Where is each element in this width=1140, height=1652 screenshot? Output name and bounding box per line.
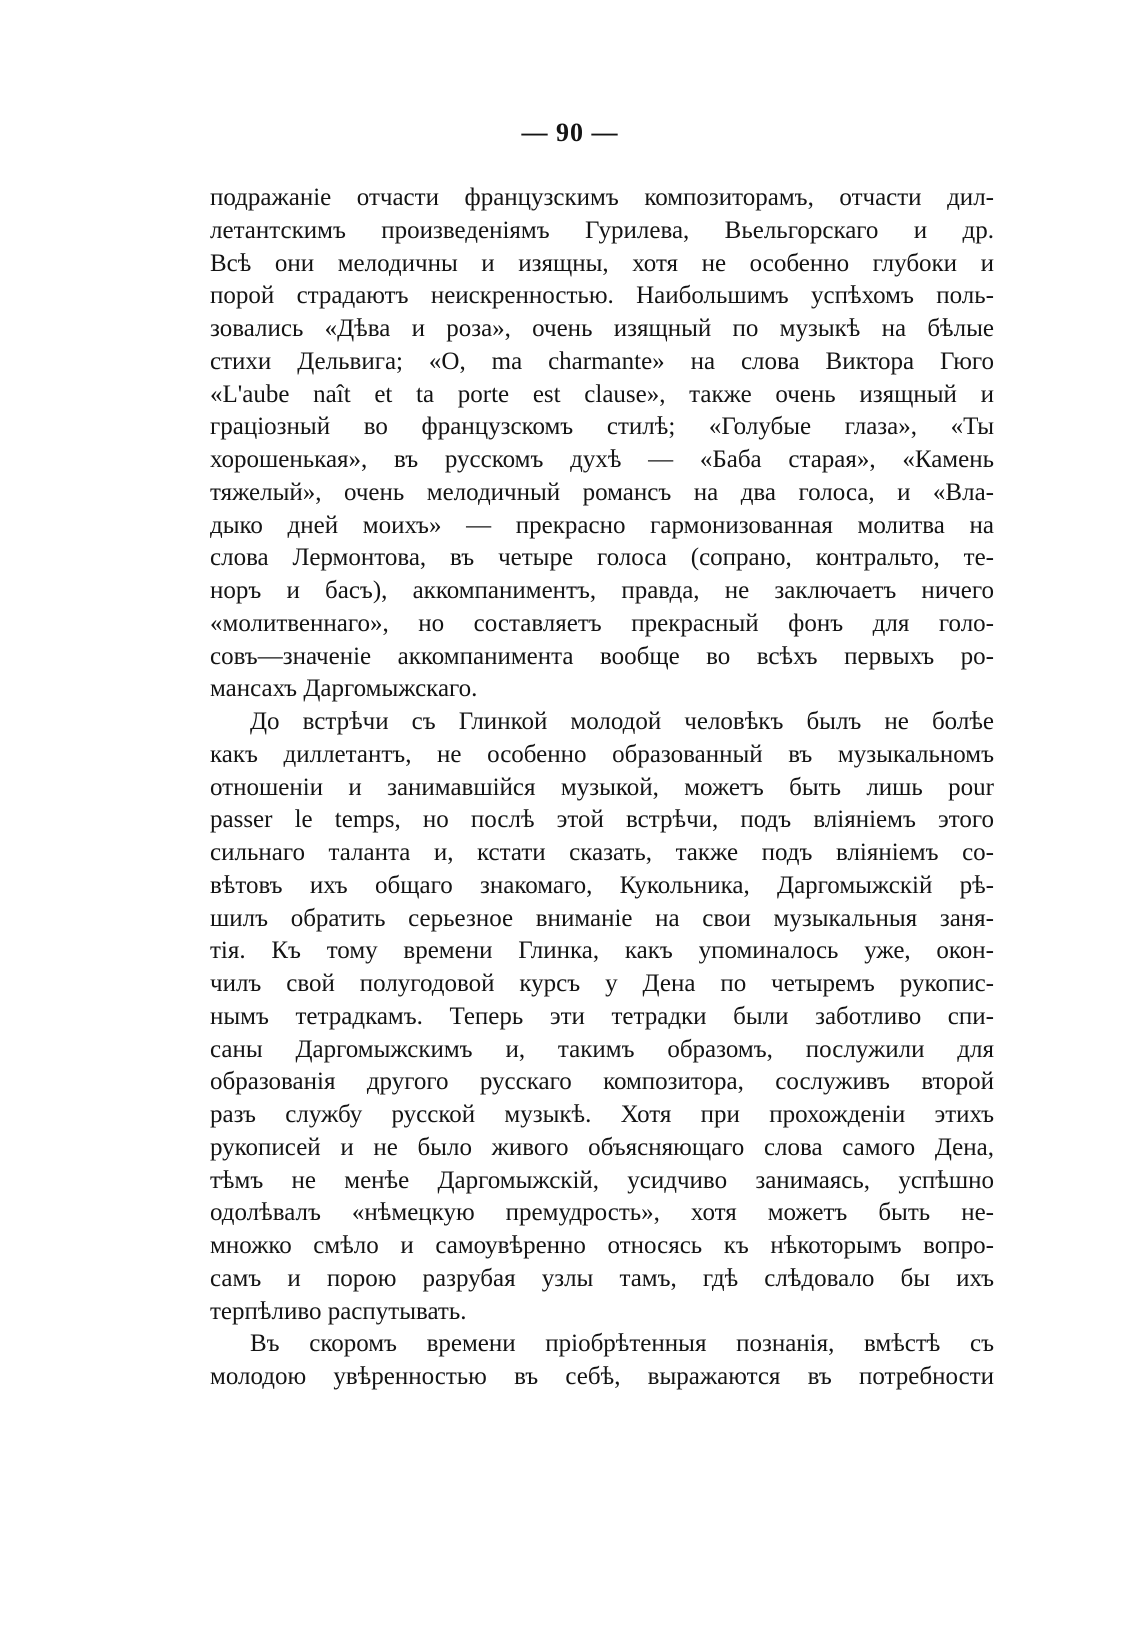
text-line: рукописей и не было живого объясняющаго слова самого Дена, — [210, 1133, 994, 1161]
text-line: разъ службу русской музыкѣ. Хотя при прохожденіи этихъ — [210, 1101, 994, 1128]
text-line: тѣмъ не менѣе Даргомыжскій, усидчиво занимаясь, успѣшно — [210, 1166, 994, 1194]
text-line: дыко дней моихъ» — прекрасно гармонизованная молитва на — [210, 511, 994, 539]
text-line: тія. Къ тому времени Глинка, какъ упоминалось уже, окон- — [210, 937, 994, 965]
text-line: отношеніи и занимавшійся музыкой, можетъ быть лишь pour — [210, 773, 994, 801]
text-line: шилъ обратить серьезное вниманіе на свои музыкальныя заня- — [210, 904, 994, 932]
text-line: летантскимъ произведеніямъ Гурилева, Вьельгорскаго и др. — [210, 216, 994, 244]
text-line: граціозный во французскомъ стилѣ; «Голубые глаза», «Ты — [210, 413, 994, 441]
text-line: вѣтовъ ихъ общаго знакомаго, Кукольника, Даргомыжскій рѣ- — [210, 871, 994, 899]
paragraph-start-line: До встрѣчи съ Глинкой молодой человѣкъ былъ не болѣе — [250, 708, 994, 735]
paragraph-end-line: мансахъ Даргомыжскаго. — [210, 675, 478, 703]
text-line: подражаніе отчасти французскимъ композиторамъ, отчасти дил- — [210, 184, 994, 211]
text-line: образованія другого русскаго композитора, сослуживъ второй — [210, 1068, 994, 1096]
text-line: норъ и басъ), аккомпаниментъ, правда, не заключаетъ ничего — [210, 577, 994, 604]
text-line: «L'aube naît et ta porte est clause», также очень изящный и — [210, 380, 994, 408]
text-line: хорошенькая», въ русскомъ духѣ — «Баба старая», «Камень — [210, 446, 994, 473]
text-line: саны Даргомыжскимъ и, такимъ образомъ, послужили для — [210, 1035, 994, 1063]
paragraph-start-line: Въ скоромъ времени пріобрѣтенныя познанія, вмѣстѣ съ — [250, 1330, 994, 1358]
text-line: Всѣ они мелодичны и изящны, хотя не особенно глубоки и — [210, 249, 994, 277]
text-line: нымъ тетрадкамъ. Теперь эти тетрадки были заботливо спи- — [210, 1002, 994, 1030]
text-line: зовались «Дѣва и роза», очень изящный по музыкѣ на бѣлые — [210, 315, 994, 342]
paragraph-end-line: терпѣливо распутывать. — [210, 1297, 467, 1325]
text-line: «молитвеннаго», но составляетъ прекрасный фонъ для голо- — [210, 609, 994, 637]
text-line: множко смѣло и самоувѣренно относясь къ нѣкоторымъ вопро- — [210, 1232, 994, 1259]
text-line: тяжелый», очень мелодичный романсъ на два голоса, и «Вла- — [210, 478, 994, 506]
text-line: слова Лермонтова, въ четыре голоса (сопрано, контральто, те- — [210, 544, 994, 572]
page-number: — 90 — — [521, 118, 619, 147]
text-line: молодою увѣренностью въ себѣ, выражаются въ потребности — [210, 1363, 994, 1390]
text-line: порой страдаютъ неискренностью. Наибольшимъ успѣхомъ поль- — [210, 282, 994, 310]
text-line: стихи Дельвига; «O, ma charmante» на слова Виктора Гюго — [210, 347, 994, 375]
text-line: сильнаго таланта и, кстати сказать, также подъ вліяніемъ со- — [210, 839, 994, 866]
text-line: какъ диллетантъ, не особенно образованный въ музыкальномъ — [210, 740, 994, 768]
body-text — [210, 182, 994, 1394]
text-line: одолѣвалъ «нѣмецкую премудрость», хотя можетъ быть не- — [210, 1199, 994, 1227]
text-line: чилъ свой полугодовой курсъ у Дена по четыремъ рукопис- — [210, 970, 994, 997]
text-line: совъ—значеніе аккомпанимента вообще во всѣхъ первыхъ ро- — [210, 642, 994, 670]
text-line: passer le temps, но послѣ этой встрѣчи, подъ вліяніемъ этого — [210, 806, 994, 834]
text-line: самъ и порою разрубая узлы тамъ, гдѣ слѣдовало бы ихъ — [210, 1264, 994, 1292]
